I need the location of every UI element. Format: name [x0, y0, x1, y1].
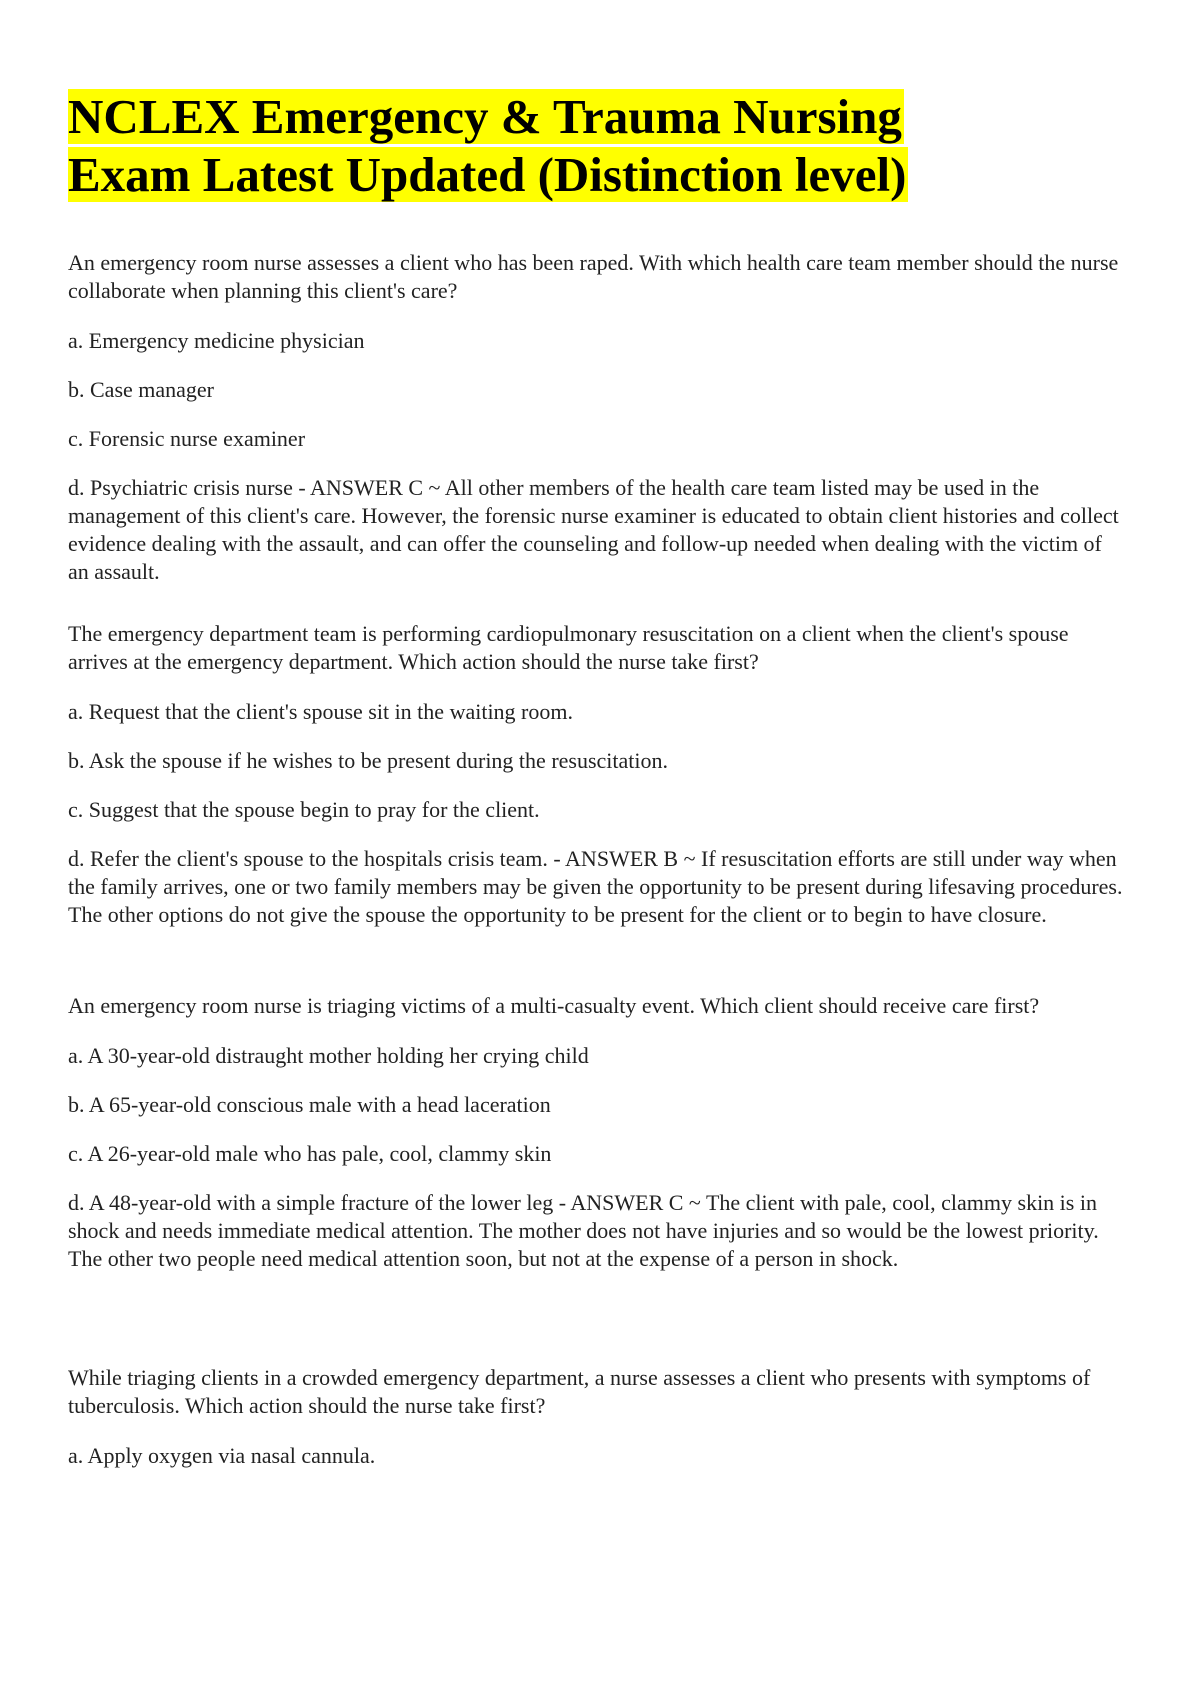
answer-explanation: ANSWER B ~ If resuscitation efforts are still under way when the family arrives, one or two family members may be given the opportunity to be present during lifesaving procedures. The other options do not give the spouse the opportunity to be present for the client or to begin to have closure.: [68, 846, 1123, 927]
title-line-1: NCLEX Emergency & Trauma Nursing: [68, 89, 902, 144]
question-stem: The emergency department team is performing cardiopulmonary resuscitation on a client when the client's spouse arrives at the emergency department. Which action should the nurse take first?: [68, 621, 1069, 674]
answer-explanation: ANSWER C ~ The client with pale, cool, clammy skin is in shock and needs immediate medical attention. The mother does not have injuries and so would be the lowest priority. The other two people need medical attention soon, but not at the expense of a person in shock.: [68, 1190, 1099, 1271]
option-d-with-answer: [68, 1189, 1128, 1273]
option-a: a. Request that the client's spouse sit in the waiting room.: [68, 699, 573, 724]
option-d: d. Psychiatric crisis nurse: [68, 475, 293, 500]
option-c: c. Forensic nurse examiner: [68, 426, 306, 451]
answer-separator: -: [547, 846, 566, 871]
question-1: [68, 249, 1128, 586]
question-stem: While triaging clients in a crowded emergency department, a nurse assesses a client who presents with symptoms of tuberculosis. Which action should the nurse take first?: [68, 1365, 1091, 1418]
answer-explanation: ANSWER C ~ All other members of the health care team listed may be used in the management of this client's care. However, the forensic nurse examiner is educated to obtain client histories and collect evidence dealing with the assault, and can offer the counseling and follow-up needed when dealing with the victim of an assault.: [68, 475, 1119, 584]
option-d-with-answer: [68, 474, 1128, 586]
option-b: b. Ask the spouse if he wishes to be present during the resuscitation.: [68, 748, 669, 773]
option-b: b. A 65-year-old conscious male with a head laceration: [68, 1092, 551, 1117]
option-c: c. A 26-year-old male who has pale, cool, clammy skin: [68, 1141, 552, 1166]
option-b: b. Case manager: [68, 377, 214, 402]
option-d-with-answer: [68, 845, 1128, 929]
question-4: [68, 1364, 1128, 1470]
question-3: [68, 992, 1128, 1273]
option-d: d. A 48-year-old with a simple fracture of the lower leg: [68, 1190, 554, 1215]
question-2: [68, 620, 1128, 929]
option-d: d. Refer the client's spouse to the hospitals crisis team.: [68, 846, 548, 871]
option-a: a. Apply oxygen via nasal cannula.: [68, 1443, 376, 1468]
option-c: c. Suggest that the spouse begin to pray for the client.: [68, 797, 540, 822]
answer-separator: -: [292, 475, 310, 500]
document-title: [68, 88, 1068, 204]
title-line-2: Exam Latest Updated (Distinction level): [68, 147, 907, 202]
option-a: a. A 30-year-old distraught mother holding her crying child: [68, 1043, 589, 1068]
option-a: a. Emergency medicine physician: [68, 328, 365, 353]
question-stem: An emergency room nurse assesses a client who has been raped. With which health care team member should the nurse collaborate when planning this client's care?: [68, 250, 1119, 303]
question-stem: An emergency room nurse is triaging victims of a multi-casualty event. Which client should receive care first?: [68, 993, 1040, 1018]
answer-separator: -: [553, 1190, 571, 1215]
